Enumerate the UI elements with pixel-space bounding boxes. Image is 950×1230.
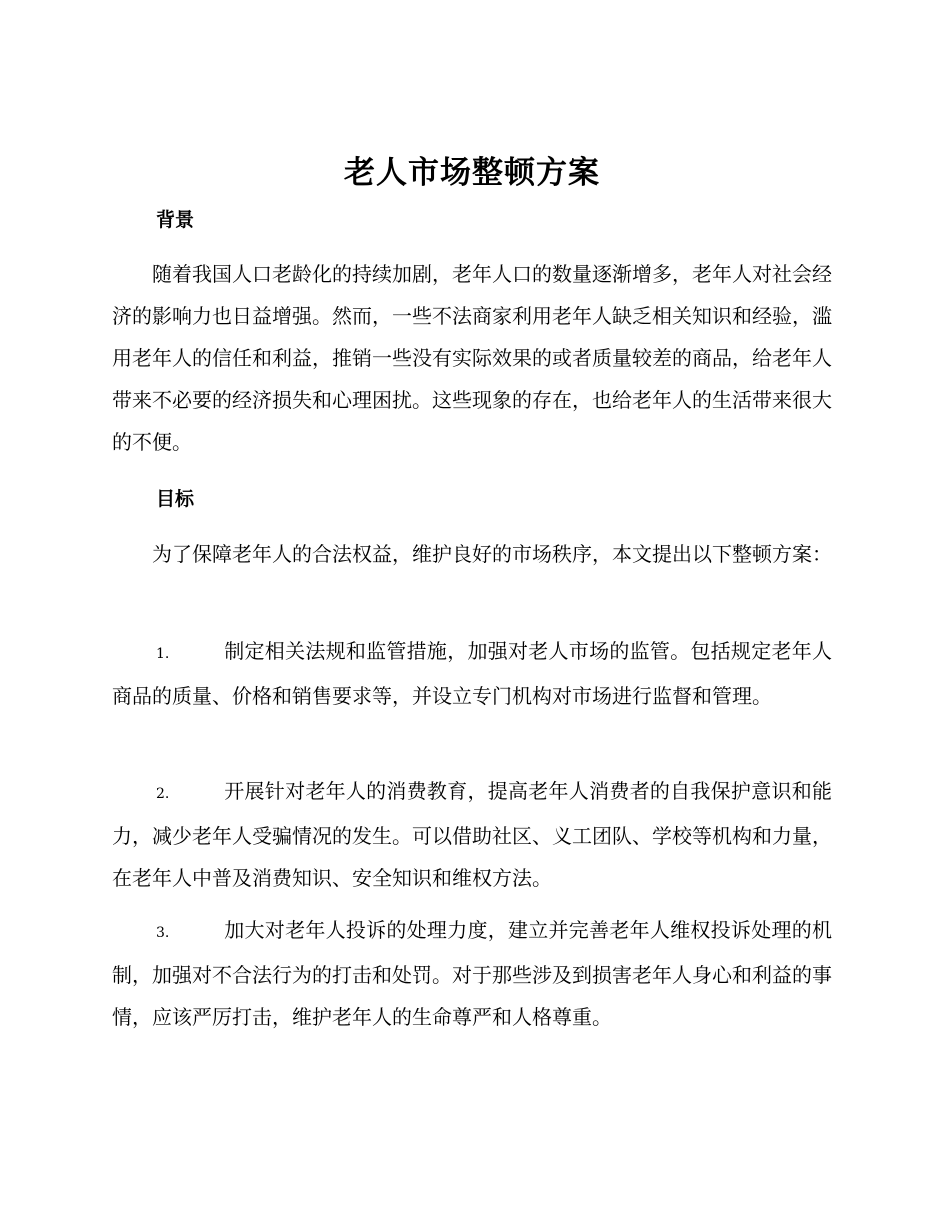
list-number: 1. bbox=[156, 646, 170, 662]
list-item-text: 开展针对老年人的消费教育，提高老年人消费者的自我保护意识和能力，减少老年人受骗情况的发生。可以借助社区、义工团队、学校等机构和力量，在老年人中普及消费知识、安全知识和维权方法。 bbox=[112, 779, 832, 890]
list-item-text: 制定相关法规和监管措施，加强对老人市场的监管。包括规定老年人商品的质量、价格和销售要求等，并设立专门机构对市场进行监督和管理。 bbox=[112, 639, 832, 708]
list-item-2 bbox=[112, 770, 832, 899]
section-heading-goal: 目标 bbox=[156, 488, 195, 510]
list-number: 3. bbox=[156, 925, 170, 941]
goal-paragraph: 为了保障老年人的合法权益，维护良好的市场秩序，本文提出以下整顿方案： bbox=[152, 542, 832, 566]
background-paragraph: 随着我国人口老龄化的持续加剧，老年人口的数量逐渐增多，老年人对社会经济的影响力也日益增强。然而，一些不法商家利用老年人缺乏相关知识和经验，滥用老年人的信任和利益，推销一些没有实际效果的或者质量较差的商品，给老年人带来不必要的经济损失和心理困扰。这些现象的存在，也给老年人的生活带来很大的不便。 bbox=[112, 262, 832, 454]
list-number: 2. bbox=[156, 786, 170, 802]
section-heading-background: 背景 bbox=[156, 209, 195, 231]
list-item-text: 加大对老年人投诉的处理力度，建立并完善老年人维权投诉处理的机制，加强对不合法行为的打击和处罚。对于那些涉及到损害老年人身心和利益的事情，应该严厉打击，维护老年人的生命尊严和人格尊重。 bbox=[112, 918, 832, 1029]
document-title: 老人市场整顿方案 bbox=[344, 155, 600, 191]
list-item-3 bbox=[112, 909, 832, 1038]
list-item-1 bbox=[112, 630, 832, 717]
